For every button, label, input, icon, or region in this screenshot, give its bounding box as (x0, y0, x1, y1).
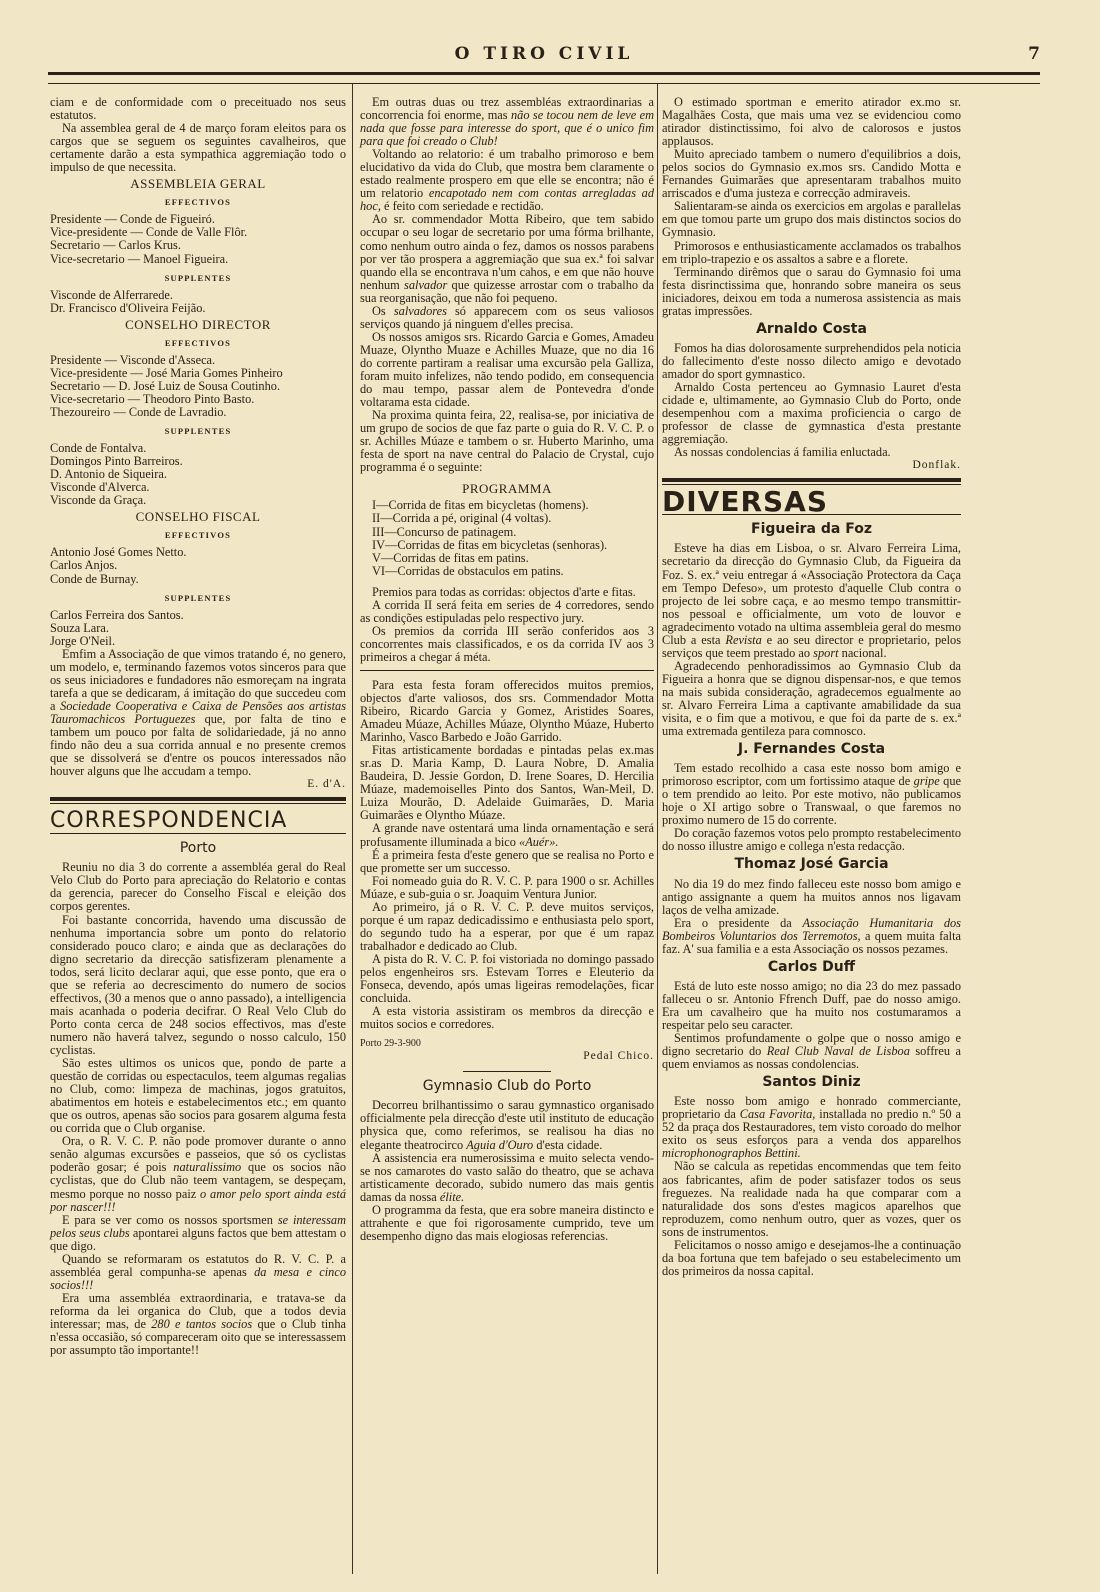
paragraph: Do coração fazemos votos pelo prompto restabelecimento do nosso illustre amigo e collega n'esta redacção. (662, 826, 961, 854)
signature: Pedal Chico. (583, 1050, 654, 1063)
paragraph: Foi bastante concorrida, havendo uma discussão de nenhuma importancia sobre um ponto do relatorio considerado pouco claro; e ainda que as declarações do digno secretario da direcção satisfizeram plenamente a todos, será licito declarar aqui, que esse ponto, que era o que se referia ao decrescimento do numero de socios effectivos, (30 a menos que o anno passado), a intelligencia mais acanhada o poderia decifrar. O Real Velo Club do Porto conta cerca de 248 socios effectivos, mas d'este numero não haverá talvez, segundo o nosso calculo, 150 cyclistas. (50, 912, 346, 1057)
dateline: Porto 29-3-900 (360, 1038, 421, 1050)
paragraph: Felicitamos o nosso amigo e desejamos-lhe a continuação da boa fortuna que tem bafejado o seu estabelecimento um dos primeiros da nossa capital. (662, 1237, 961, 1278)
paragraph: Ao sr. commendador Motta Ribeiro, que tem sabido occupar o seu logar de secretario por uma fórma brilhante, como nenhum outro ainda o fez, damos os nossos parabens por ver tão prospera a aggremiação que sua ex.ª foi salvar quando ella se encontrava n'um cahos, e em que não houve nenhum salvador que quizesse arrostar com o trabalho da sua reorganisação, que não foi pequeno. (360, 212, 655, 305)
paragraph: Foi nomeado guia do R. V. C. P. para 1900 o sr. Achilles Múaze, e sub-guia o sr. Joaquim Ventura Junior. (360, 873, 654, 901)
paragraph: A esta vistoria assistiram os membros da direcção e muitos socios e corredores. (360, 1004, 654, 1032)
section-title-diversas: DIVERSAS (662, 485, 829, 519)
paragraph: O estimado sportman e emerito atirador ex.mo sr. Magalhães Costa, que mais uma vez se evidenciou como atirador distinctissimo, foi alvo de calorosos e justos applausos. (662, 95, 961, 149)
section-divider (360, 670, 654, 671)
paragraph: Tem estado recolhido a casa este nosso bom amigo e primoroso escriptor, com um fortissimo ataque de gripe que o tem prendido ao leito. Por este motivo, não publicamos hoje o XI artigo sobre o Transwaal, o que faremos no proximo numero de 15 do corrente. (662, 761, 961, 828)
list-item: Dr. Francisco d'Oliveira Feijão. (50, 300, 206, 315)
programma-heading: PROGRAMMA (462, 481, 552, 497)
signature: E. d'A. (307, 778, 346, 791)
paragraph: Fomos ha dias dolorosamente surprehendidos pela noticia do fallecimento d'este nosso dilecto amigo e devotado amador do sport gymnastico. (662, 340, 961, 381)
paragraph: E para se ver como os nossos sportsmen se interessam pelos seus clubs apontarei alguns factos que bem attestam o que digo. (50, 1212, 346, 1253)
list-item: Carlos Ferreira dos Santos. (50, 607, 184, 622)
heading-arnaldo-costa: Arnaldo Costa (756, 320, 867, 337)
section-heading-assembleia: ASSEMBLEIA GERAL (130, 176, 266, 192)
paragraph: Primorosos e enthusiasticamente acclamados os trabalhos em triplo-trapezio e os assaltos a sabre e a florete. (662, 238, 961, 266)
list-item: Presidente — Visconde d'Asseca. (50, 352, 216, 367)
list-item: III—Concurso de patinagem. (372, 524, 517, 539)
paragraph: Em outras duas ou trez assembléas extraordinarias a concorrencia foi enorme, mas não se tocou nem de leve em nada que fosse para interesse do sport, que é o unico fim para que foi creado o Club! (360, 95, 654, 149)
paragraph: A corrida II será feita em series de 4 corredores, sendo as condições estipuladas pelo respectivo jury. (360, 597, 654, 625)
list-item: Thezoureiro — Conde de Lavradio. (50, 404, 227, 419)
paragraph: Muito apreciado tambem o numero d'equilibrios a dois, pelos socios do Gymnasio ex.mos srs. Candido Motta e Fernandes Guimarães que apresentaram trabalhos muito arriscados e d'uma justeza e correcção admiraveis. (662, 147, 961, 201)
masthead-title: O TIRO CIVIL (454, 44, 634, 64)
paragraph: Reuniu no dia 3 do corrente a assembléa geral do Real Velo Club do Porto para apreciação do Relatorio e contas da gerencia, parecer do Conselho Fiscal e eleição dos corpos gerentes. (50, 860, 346, 914)
label-supplentes: SUPPLENTES (164, 592, 232, 603)
heading-figueira-da-foz: Figueira da Foz (751, 521, 872, 538)
paragraph: São estes ultimos os unicos que, pondo de parte a questão de corridas ou espectaculos, teem algumas regalias no Club, como: limpeza de machinas, jogos gratuitos, abatimentos em hoteis e estabelecimentos etc.; em quanto que os outros, apenas são socios para gosarem alguma festa ou corrida que o Club organise. (50, 1056, 346, 1136)
list-item: D. Antonio de Siqueira. (50, 467, 167, 482)
heading-carlos-duff: Carlos Duff (767, 958, 856, 975)
heading-santos-diniz: Santos Diniz (762, 1074, 861, 1091)
list-item: Conde de Fontalva. (50, 441, 147, 456)
paragraph: Esteve ha dias em Lisboa, o sr. Alvaro Ferreira Lima, secretario da direcção do Gymnasio Club, da Figueira da Foz. S. ex.ª veiu entregar á «Associação Protectora da Caça em Tempo Defeso», um protesto d'aquelle Club contra o projecto de lei sobre caça, e ao mesmo tempo transmittir-nos pessoal e officialmente, um voto de louvor e agradecimento votado na ultima assembleia geral do mesmo Club a esta Revista e ao seu director e proprietario, pelos serviços que teem prestado ao sport nacional. (662, 541, 962, 660)
paragraph: É a primeira festa d'este genero que se realisa no Porto e que promette ser um successo. (360, 847, 654, 875)
heading-thomaz-garcia: Thomaz José Garcia (734, 856, 889, 873)
section-heading-conselho-director: CONSELHO DIRECTOR (125, 316, 271, 332)
list-item: IV—Corridas de fitas em bicycletas (senhoras). (372, 537, 608, 552)
list-assembleia-effectivos (50, 213, 346, 265)
paragraph: No dia 19 do mez findo falleceu este nosso bom amigo e antigo assignante a quem ha muitos annos nos ligavam laços de velha amizade. (662, 876, 961, 917)
list-item: II—Corrida a pé, original (4 voltas). (372, 511, 552, 526)
section-title-correspondencia: CORRESPONDENCIA (50, 808, 288, 834)
column-divider (657, 84, 658, 1574)
list-item: Vice-presidente — Conde de Valle Flôr. (50, 225, 248, 240)
short-divider (463, 1071, 551, 1072)
paragraph: Decorreu brilhantissimo o sarau gymnastico organisado officialmente pela direcção d'este util instituto de educação physica que, como referimos, se realisou ha dias no elegante theatrocirco Aguia d'Ouro d'esta cidade. (360, 1098, 654, 1152)
list-item: Vice-secretario — Theodoro Pinto Basto. (50, 391, 255, 406)
paragraph: Ora, o R. V. C. P. não pode promover durante o anno senão algumas excursões e passeios, que só os cyclistas poderão gosar; é pois naturalissimo que os socios não cyclistas, que do Club não teem vantagem, se despeçam, mesmo porque no nosso paiz o amor pelo sport ainda está por nascer!!! (50, 1134, 346, 1214)
list-item: V—Corridas de fitas em patins. (372, 550, 529, 565)
list-item: Conde de Burnay. (50, 571, 139, 586)
list-fiscal-effectivos (50, 546, 346, 585)
list-item: Antonio José Gomes Netto. (50, 545, 187, 560)
heading-gymnasio: Gymnasio Club do Porto (422, 1078, 592, 1095)
list-fiscal-supplentes (50, 609, 346, 648)
list-item: Souza Lara. (50, 620, 109, 635)
section-divider (662, 478, 961, 485)
section-heading-conselho-fiscal: CONSELHO FISCAL (135, 509, 261, 525)
paragraph: Era uma assembléa extraordinaria, e tratava-se da reforma da lei organica do Club, que a todos devia interessar; mas, de 280 e tantos socios que o Club tinha n'essa occasião, só compareceram oito que se interessassem por assumpto tão importante!! (50, 1290, 347, 1358)
paragraph: Agradecendo penhoradissimos ao Gymnasio Club da Figueira a honra que se dignou dispensar-nos, e que temos na mais subida consideração, agradecemos egualmente ao sr. Alvaro Ferreira Lima a captivante amabilidade da sua visita, e o fim que a motivou, e que foi da parte de s. ex.ª uma extremada gentileza para comnosco. (662, 658, 961, 739)
paragraph: Os nossos amigos srs. Ricardo Garcia e Gomes, Amadeu Muaze, Olyntho Muaze e Achilles Muaze, que no dia 16 do corrente partiram a realisar uma excursão pela Galliza, foram muito infelizes, não tendo podido, em consequencia do mau tempo, passar alem de Pontevedra d'onde voltarama esta cidade. (360, 329, 654, 410)
list-item: Carlos Anjos. (50, 558, 118, 573)
paragraph: O programma da festa, que era sobre maneira distincto e attrahente e que foi rigorosamente cumprido, teve um desempenho digno das mais elogiosas referencias. (360, 1202, 654, 1243)
list-item: Visconde d'Alverca. (50, 480, 150, 495)
list-assembleia-supplentes (50, 289, 346, 315)
list-item: I—Corrida de fitas em bicycletas (homens). (372, 498, 589, 513)
paragraph: Premios para todas as corridas: objectos d'arte e fitas. (372, 584, 636, 599)
paragraph: Os premios da corrida III serão conferidos aos 3 concorrentes mais classificados, e os da corrida IV aos 3 primeiros a chegar á méta. (360, 623, 654, 664)
list-item: Domingos Pinto Barreiros. (50, 454, 183, 469)
paragraph: Na assemblea geral de 4 de março foram eleitos para os cargos que se seguem os seguintes cavalheiros, que certamente darão a esta sympathica aggremiação todo o impulso de que necessita. (50, 121, 346, 175)
programma-list (372, 499, 654, 577)
paragraph: Salientaram-se ainda os exercicios em argolas e parallelas em que tomou parte um grupo dos mais distinctos socios do Gymnasio. (662, 199, 961, 240)
paragraph: Terminando dirêmos que o sarau do Gymnasio foi uma festa disrinctissima que, honrando sobre maneira os seus iniciadores, deixou em toda a numerosa assistencia as mais gratas impressões. (662, 264, 961, 318)
page-number: 7 (1028, 44, 1040, 64)
paragraph: Na proxima quinta feira, 22, realisa-se, por iniciativa de um grupo de socios de que faz parte o guia do R. V. C. P. o sr. Achilles Múaze e tambem o sr. Huberto Marinho, uma festa de sport na nave central do Palacio de Crystal, cujo programma é o seguinte: (360, 408, 654, 475)
signature: Donflak. (912, 459, 961, 472)
paragraph: A grande nave ostentará uma linda ornamentação e será profusamente illuminada a bico «Auér». (360, 821, 654, 849)
heading-fernandes-costa: J. Fernandes Costa (737, 741, 886, 758)
column-divider (352, 84, 353, 1574)
section-divider (50, 797, 346, 804)
list-item: Jorge O'Neil. (50, 633, 116, 648)
paragraph: Ao primeiro, já o R. V. C. P. deve muitos serviços, porque é um rapaz dedicadissimo e enthusiasta pelo sport, do segundo tudo ha a esperar, por que é um rapaz trabalhador e dedicado ao Club. (360, 899, 654, 953)
label-supplentes: SUPPLENTES (164, 272, 232, 283)
paragraph: Arnaldo Costa pertenceu ao Gymnasio Lauret d'esta cidade e, ultimamente, ao Gymnasio Club do Porto, onde desempenhou com a maxima proficiencia o cargo de professor de classe de gymnastica d'esta prestante aggremiação. (662, 379, 961, 447)
paragraph: As nossas condolencias á familia enluctada. (674, 445, 891, 460)
subheading-porto: Porto (179, 840, 217, 857)
column-1 (50, 96, 346, 1357)
paragraph: Era o presidente da Associação Humanitaria dos Bombeiros Voluntarios dos Terremotos, a quem muita falta faz. A' sua familia e a esta Associação os nossos pezames. (662, 915, 961, 956)
page-header (48, 44, 1040, 74)
list-director-supplentes (50, 442, 346, 507)
list-director-effectivos (50, 354, 346, 419)
paragraph: Voltando ao relatorio: é um trabalho primoroso e bem elucidativo da vida do Club, que mostra bem claramente o estado realmente prospero em que elle se encontra; não é um relatorio encapotado nem com contas arregladas ad hoc, é feito com seriedade e rectidão. (360, 147, 654, 214)
paragraph: Emfim a Associação de que vimos tratando é, no genero, um modelo, e, terminando fazemos votos sinceros para que os seus iniciadores e fundadores não esmoreçam na ingrata tarefa a que se dedicaram, á imitação do que succedeu com a Sociedade Cooperativa e Caixa de Pensões aos artistas Tauromachicos Portuguezes que, por falta de tino e tambem um pouco por falta de solidariedade, já no anno findo não deu a sua corrida annual e no presente cremos que se dissolverá se d'entre os poucos interessados não houver alguns que lhe accudam a tempo. (50, 646, 346, 779)
list-item: Presidente — Conde de Figueiró. (50, 212, 215, 227)
paragraph: Está de luto este nosso amigo; no dia 23 do mez passado falleceu o sr. Antonio Ffrench Duff, pae do nosso amigo. Era um cavalheiro que ha muito nos costumaramos a respeitar pelo seu caracter. (662, 978, 961, 1032)
paragraph: Para esta festa foram offerecidos muitos premios, objectos d'arte valiosos, dos srs. Commendador Motta Ribeiro, Ricardo Garcia y Gomez, Aristides Soares, Amadeu Múaze, Achilles Múaze, Olyntho Múaze, Huberto Marinho, Vasco Barbedo e João Garrido. (360, 677, 654, 745)
list-item: Secretario — D. José Luiz de Sousa Coutinho. (50, 378, 281, 393)
list-item: VI—Corridas de obstaculos em patins. (372, 563, 564, 578)
list-item: Secretario — Carlos Krus. (50, 238, 181, 253)
header-rule (48, 72, 1040, 84)
paragraph: ciam e de conformidade com o preceituado nos seus estatutos. (50, 95, 346, 123)
paragraph: A pista do R. V. C. P. foi vistoriada no domingo passado pelos engenheiros srs. Estevam Torres e Eleuterio da Fonseca, devendo, após umas ligeiras remodelações, ficar concluida. (360, 951, 654, 1006)
label-supplentes: SUPPLENTES (164, 426, 232, 437)
column-2 (360, 96, 654, 1243)
label-effectivos: EFFECTIVOS (164, 530, 232, 541)
list-item: Vice-secretario — Manoel Figueira. (50, 251, 229, 266)
list-item: Vice-presidente — José Maria Gomes Pinheiro (50, 365, 283, 380)
paragraph: Os salvadores só apparecem com os seus valiosos serviços quando já ninguem d'elles precisa. (360, 303, 654, 331)
title-rule (50, 833, 346, 834)
paragraph: Não se calcula as repetidas encommendas que tem feito aos fabricantes, afim de poder satisfazer todos os seus freguezes. Na realidade nada ha que comparar com a naturalidade dos sons d'estes magicos aparelhos que reproduzem, como nenhum outro, quer as vozes, quer os sons de instrumentos. (662, 1159, 961, 1239)
paragraph: Sentimos profundamente o golpe que o nosso amigo e digno secretario do Real Club Naval de Lisboa soffreu a quem enviamos as nossas condolencias. (662, 1031, 961, 1072)
label-effectivos: EFFECTIVOS (164, 197, 232, 208)
paragraph: Quando se reformaram os estatutos do R. V. C. P. a assembléa geral compunha-se apenas da mesa e cinco socios!!! (50, 1251, 346, 1292)
paragraph: A assistencia era numerosissima e muito selecta vendo-se nos camarotes do vasto salão do theatro, que se achava artisticamente decorado, subido numero das mais gentis damas da nossa élite. (360, 1150, 654, 1204)
label-effectivos: EFFECTIVOS (164, 337, 232, 348)
paragraph: Fitas artisticamente bordadas e pintadas pelas ex.mas sr.as D. Maria Kamp, D. Laura Nobre, D. Amalia Baudeira, D. Jessie Gordon, D. Irene Soares, D. Hercilia Múaze, mademoiselles Pinto dos Santos, Wan-Meil, D. Luiza Mourão, D. Adelaide Guimarães, D. Maria Guimarães e Olyntho Múaze. (360, 743, 654, 823)
list-item: Visconde de Alferrarede. (50, 287, 173, 302)
list-item: Visconde da Graça. (50, 493, 147, 508)
column-3 (662, 96, 961, 1278)
paragraph: Este nosso bom amigo e honrado commerciante, proprietario da Casa Favorita, installada no predio n.º 50 a 52 da praça dos Restauradores, tem visto coroado do melhor exito os seus esforços para a venda dos apparelhos microphonographos Bettini. (662, 1094, 961, 1161)
